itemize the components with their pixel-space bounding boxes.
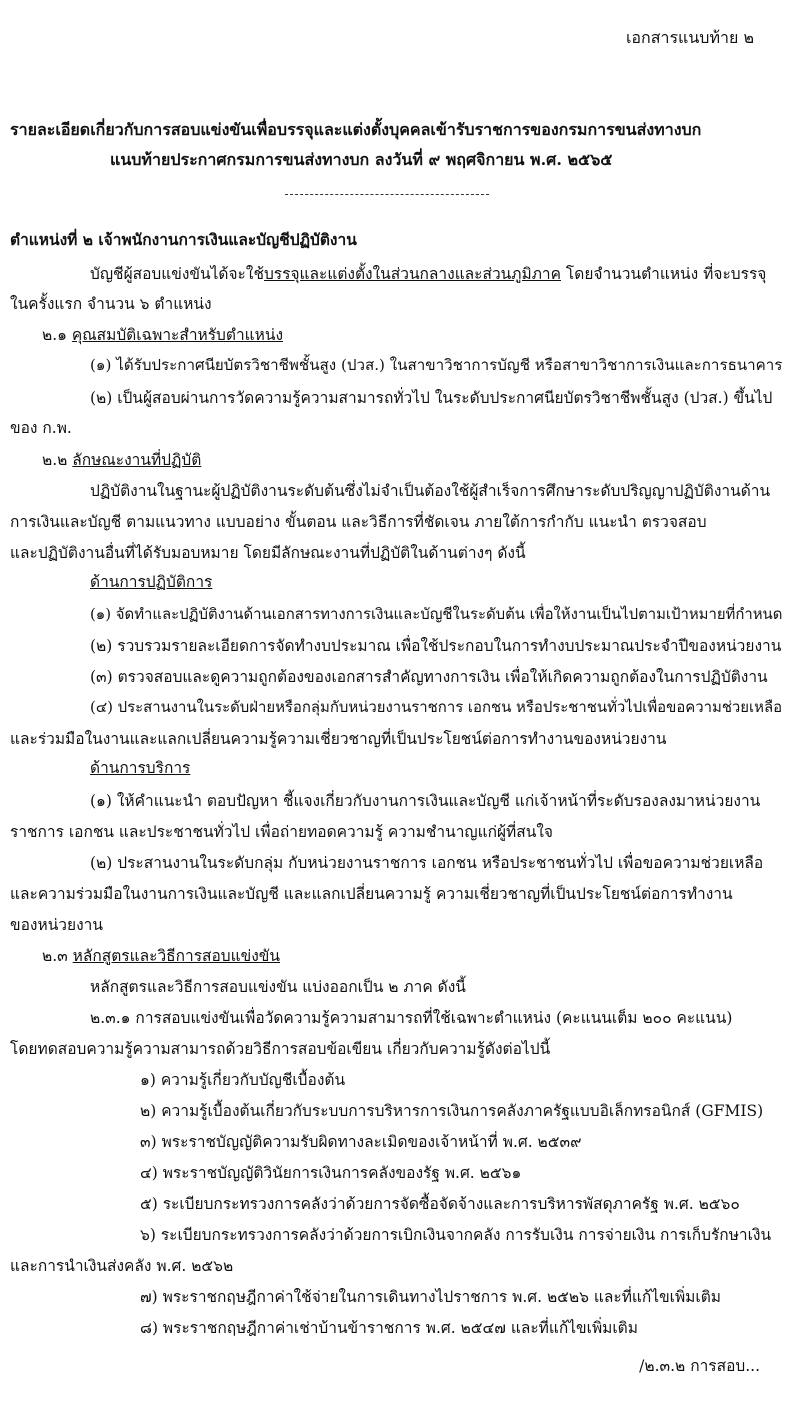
topic-7: ๗) พระราชกฤษฎีกาค่าใช้จ่ายในการเดินทางไปราชการ พ.ศ. ๒๕๒๖ และที่แก้ไขเพิ่มเติม	[140, 1288, 721, 1306]
topic-6-cont: และการนำเงินส่งคลัง พ.ศ. ๒๕๖๒	[10, 1257, 234, 1275]
section-2-2-heading	[42, 448, 201, 472]
sv-item-2-cont-2: ของหน่วยงาน	[10, 916, 103, 934]
position-intro-part-b: บรรจุและแต่งตั้งในส่วนกลางและส่วนภูมิภาค	[263, 265, 561, 283]
op-item-4: (๔) ประสานงานในระดับฝ่ายหรือกลุ่มกับหน่วยงานราชการ เอกชน หรือประชาชนทั่วไปเพื่อขอความช่วยเหลือ	[90, 698, 783, 716]
s231-heading-cont: โดยทดสอบความรู้ความสามารถด้วยวิธีการสอบข้อเขียน เกี่ยวกับความรู้ดังต่อไปนี้	[10, 1040, 551, 1058]
s22-para-line-1: ปฏิบัติงานในฐานะผู้ปฏิบัติงานระดับต้นซึ่งไม่จำเป็นต้องใช้ผู้สำเร็จการศึกษาระดับปริญญาปฏิบัติงานด้าน	[90, 482, 771, 500]
topic-4: ๔) พระราชบัญญัติวินัยการเงินการคลังของรัฐ พ.ศ. ๒๕๖๑	[140, 1164, 522, 1182]
operations-heading: ด้านการปฏิบัติการ	[90, 573, 213, 591]
title-separator	[285, 194, 489, 195]
services-heading: ด้านการบริการ	[90, 759, 191, 777]
topic-3: ๓) พระราชบัญญัติความรับผิดทางละเมิดของเจ้าหน้าที่ พ.ศ. ๒๕๓๙	[140, 1133, 582, 1151]
sv-item-1-cont: ราชการ เอกชน และประชาชนทั่วไป เพื่อถ่ายทอดความรู้ ความชำนาญแก่ผู้ที่สนใจ	[10, 823, 553, 841]
op-item-3: (๓) ตรวจสอบและดูความถูกต้องของเอกสารสำคัญทางการเงิน เพื่อให้เกิดความถูกต้องในการปฏิบัติงาน	[90, 668, 768, 686]
section-2-1-heading	[42, 323, 283, 347]
op-item-2: (๒) รวบรวมรายละเอียดการจัดทำงบประมาณ เพื่อใช้ประกอบในการทำงบประมาณประจำปีของหน่วยงาน	[90, 637, 782, 655]
topic-6: ๖) ระเบียบกระทรวงการคลังว่าด้วยการเบิกเงินจากคลัง การรับเงิน การจ่ายเงิน การเก็บรักษาเงิน	[140, 1226, 772, 1244]
topic-8: ๘) พระราชกฤษฎีกาค่าเช่าบ้านข้าราชการ พ.ศ. ๒๕๔๗ และที่แก้ไขเพิ่มเติม	[140, 1319, 638, 1337]
op-item-4-cont: และร่วมมือในงานและแลกเปลี่ยนความรู้ความเชี่ยวชาญที่เป็นประโยชน์ต่อการทำงานของหน่วยงาน	[10, 730, 667, 748]
section-2-1-number: ๒.๑	[42, 326, 72, 344]
s23-intro: หลักสูตรและวิธีการสอบแข่งขัน แบ่งออกเป็น ๒ ภาค ดังนี้	[90, 978, 466, 996]
position-intro	[90, 262, 766, 286]
sv-item-2: (๒) ประสานงานในระดับกลุ่ม กับหน่วยงานราชการ เอกชน หรือประชาชนทั่วไป เพื่อขอความช่วยเหลือ	[90, 854, 764, 872]
position-intro-part-c: โดยจำนวนตำแหน่ง ที่จะบรรจุ	[561, 265, 767, 283]
appendix-label: เอกสารแนบท้าย ๒	[625, 28, 754, 47]
continuation-note: /๒.๓.๒ การสอบ...	[639, 1357, 760, 1375]
document-title-line-2: แนบท้ายประกาศกรมการขนส่งทางบก ลงวันที่ ๙ พฤศจิกายน พ.ศ. ๒๕๖๕	[110, 150, 613, 169]
section-2-3-number: ๒.๓	[42, 947, 73, 965]
topic-1: ๑) ความรู้เกี่ยวกับบัญชีเบื้องต้น	[140, 1071, 346, 1089]
position-intro-part-a: บัญชีผู้สอบแข่งขันได้จะใช้	[90, 265, 264, 283]
s21-item-2: (๒) เป็นผู้สอบผ่านการวัดความรู้ความสามารถทั่วไป ในระดับประกาศนียบัตรวิชาชีพชั้นสูง (ปวส.) ขึ้นไป	[90, 389, 773, 407]
document-title-line-1: รายละเอียดเกี่ยวกับการสอบแข่งขันเพื่อบรรจุและแต่งตั้งบุคคลเข้ารับราชการของกรมการขนส่งทางบก	[10, 120, 702, 139]
sv-item-1: (๑) ให้คำแนะนำ ตอบปัญหา ชี้แจงเกี่ยวกับงานการเงินและบัญชี แก่เจ้าหน้าที่ระดับรองลงมาหน่วยงาน	[90, 792, 761, 810]
position-intro-line-2: ในครั้งแรก จำนวน ๖ ตำแหน่ง	[10, 295, 212, 313]
section-2-2-title: ลักษณะงานที่ปฏิบัติ	[72, 451, 202, 469]
s22-para-line-3: และปฏิบัติงานอื่นที่ได้รับมอบหมาย โดยมีลักษณะงานที่ปฏิบัติในด้านต่างๆ ดังนี้	[10, 544, 526, 562]
topic-5: ๕) ระเบียบกระทรวงการคลังว่าด้วยการจัดซื้อจัดจ้างและการบริหารพัสดุภาครัฐ พ.ศ. ๒๕๖๐	[140, 1195, 740, 1213]
s21-item-2-cont: ของ ก.พ.	[10, 419, 72, 437]
section-2-2-number: ๒.๒	[42, 451, 73, 469]
sv-item-2-cont-1: และความร่วมมือในงานการเงินและบัญชี และแลกเปลี่ยนความรู้ ความเชี่ยวชาญที่เป็นประโยชน์ต่อการทำงาน	[10, 885, 733, 903]
section-2-1-title: คุณสมบัติเฉพาะสำหรับตำแหน่ง	[71, 326, 284, 344]
section-2-3-heading	[42, 944, 280, 968]
s231-heading: ๒.๓.๑ การสอบแข่งขันเพื่อวัดความรู้ความสามารถที่ใช้เฉพาะตำแหน่ง (คะแนนเต็ม ๒๐๐ คะแนน)	[90, 1009, 733, 1027]
s21-item-1: (๑) ได้รับประกาศนียบัตรวิชาชีพชั้นสูง (ปวส.) ในสาขาวิชาการบัญชี หรือสาขาวิชาการเงินและการธนาคาร	[90, 356, 783, 374]
op-item-1: (๑) จัดทำและปฏิบัติงานด้านเอกสารทางการเงินและบัญชีในระดับต้น เพื่อให้งานเป็นไปตามเป้าหมายที่กำหนด	[90, 605, 783, 623]
section-2-3-title: หลักสูตรและวิธีการสอบแข่งขัน	[72, 947, 280, 965]
s22-para-line-2: การเงินและบัญชี ตามแนวทาง แบบอย่าง ขั้นตอน และวิธีการที่ชัดเจน ภายใต้การกำกับ แนะนำ ตรวจสอบ	[10, 513, 707, 531]
position-heading: ตำแหน่งที่ ๒ เจ้าพนักงานการเงินและบัญชีปฏิบัติงาน	[10, 230, 357, 249]
topic-2: ๒) ความรู้เบื้องต้นเกี่ยวกับระบบการบริหารการเงินการคลังภาครัฐแบบอิเล็กทรอนิกส์ (GFMIS)	[140, 1102, 764, 1120]
